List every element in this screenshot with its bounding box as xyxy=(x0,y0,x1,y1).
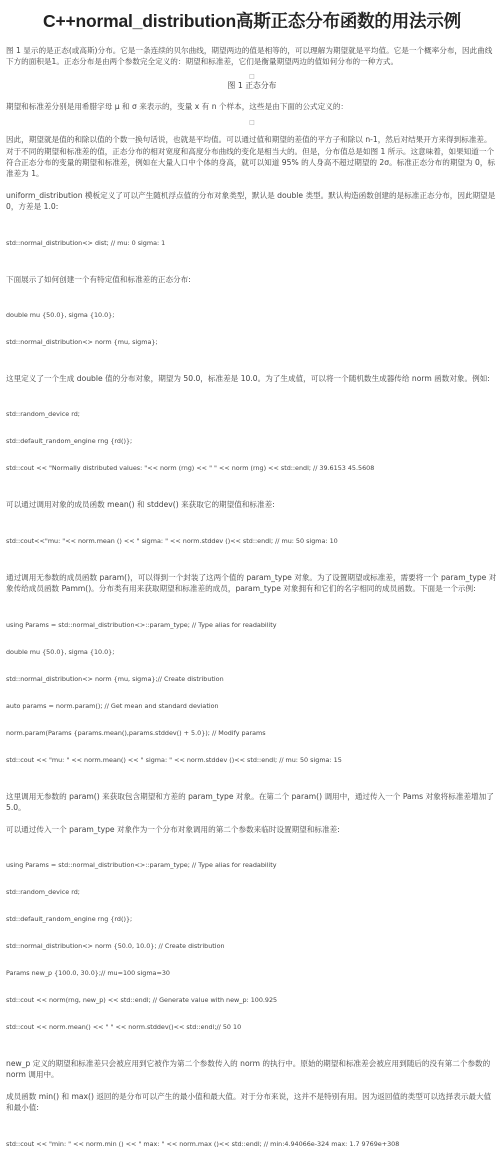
code-block-2 xyxy=(6,293,504,365)
code-line: double mu {50.0}, sigma {10.0}; xyxy=(6,311,115,320)
members-paragraph: 可以通过调用对象的成员函数 mean() 和 stddev() 来获取它的期望值和标准差: xyxy=(6,500,275,510)
code-line: double mu {50.0}, sigma {10.0}; xyxy=(6,647,115,656)
code-line: std::default_random_engine rng {rd()}; xyxy=(6,437,133,446)
minmax-paragraph: 成员函数 min() 和 max() 返回的是分布可以产生的最小值和最大值。对于分布来说，这并不是特别有用。因为返回值的类型可以选择表示最大值和最小值: xyxy=(6,1091,492,1113)
code-line: std::normal_distribution<> norm {mu, sigma}; xyxy=(6,338,158,347)
broken-image-icon: □ xyxy=(249,72,255,80)
code-block-1 xyxy=(6,221,504,266)
code-line: std::normal_distribution<> dist; // mu: 0 sigma: 1 xyxy=(6,238,166,247)
param2-paragraph: 这里调用无参数的 param() 来获取包含期望和方差的 param_type 对象。在第二个 param() 调用中，通过传入一个 Pams 对象将标准差增加了 5.0。 xyxy=(6,791,494,813)
newp-paragraph: new_p 定义的期望和标准差只会被应用到它被作为第二个参数传入的 norm 的执行中。原始的期望和标准差会被应用到随后的没有第二个参数的 norm 调用中。 xyxy=(6,1058,491,1080)
code-line: norm.param(Params {params.mean(),params.stddev() + 5.0}); // Modify params xyxy=(6,728,266,737)
code-line: std::normal_distribution<> norm {50.0, 10.0}; // Create distribution xyxy=(6,941,225,950)
code-line: std::normal_distribution<> norm {mu, sigma};// Create distribution xyxy=(6,674,224,683)
code-line: std::cout << "mu: " << norm.mean() << " sigma: " << norm.stddev ()<< std::endl; // mu: 50 sigma: 15 xyxy=(6,755,342,764)
code-line: std::cout<<"mu: "<< norm.mean () << " sigma: " << norm.stddev ()<< std::endl; // mu: 50 sigma: 10 xyxy=(6,536,338,545)
variance-paragraph: 因此，期望就是值的和除以值的个数一换句话说，也就是平均值。可以通过值和期望的差值的平方子和除以 n-1，然后对结果开方来得到标准差。对于不同的期望和标准差的值，正态分布的相对宽度和高度分布曲线的变化是相当大的。但是，分布值总是如图 1 所示。这意味着，如果知道一个符合正态分布的变量的期望和标准差，例如在大量人口中个体的身高，就可以知道 95% 的人身高不超过期望的 2σ。标准正态分布的期望为 0，标准差为 1。 xyxy=(6,135,496,179)
page-title: C++normal_distribution高斯正态分布函数的用法示例 xyxy=(43,11,461,31)
pass-paragraph: 可以通过传入一个 param_type 对象作为一个分布对象调用的第二个参数来临时设置期望和标准差: xyxy=(6,824,340,834)
code-block-4 xyxy=(6,519,504,564)
intro-paragraph: 图 1 显示的是正态(或高斯)分布。它是一条连续的贝尔曲线，期望两边的值是相等的，可以理解为期望就是平均值。它是一个概率分布，因此曲线下方的面积是1。正态分布是由两个参数完全定义的：期望和标准差，它们是衡量期望两边的值如何分布的一种方式。 xyxy=(6,46,493,67)
code-block-6 xyxy=(6,843,504,1050)
code-block-3 xyxy=(6,392,504,491)
code-line: using Params = std::normal_distribution<>::param_type; // Type alias for readability xyxy=(6,860,277,869)
broken-formula-image-icon: □ xyxy=(249,119,255,127)
code-line: Params new_p {100.0, 30.0};// mu=100 sigma=30 xyxy=(6,968,170,977)
code-line: std::cout << norm(rng, new_p) << std::endl; // Generate value with new_p: 100.925 xyxy=(6,995,278,1004)
code-line: std::random_device rd; xyxy=(6,887,80,896)
code-line: using Params = std::normal_distribution<>::param_type; // Type alias for readability xyxy=(6,620,277,629)
code-line: std::cout << "Normally distributed values: "<< norm (rng) << " " << norm (rng) << std::endl; // 39.6153 45.5608 xyxy=(6,464,375,473)
code-line: std::random_device rd; xyxy=(6,410,80,419)
param-paragraph: 通过调用无参数的成员函数 param()，可以得到一个封装了这两个值的 param_type 对象。为了设置期望或标准差，需要将一个 param_type 对象传给成员函数 Pamm()。分布类有用来获取期望和标准差的成员，param_type 对象拥有和它们的名字相同的成员函数。下面是一个示例: xyxy=(6,572,497,594)
figure-caption: 图 1 正态分布 xyxy=(227,80,277,90)
define-paragraph: 这里定义了一个生成 double 值的分布对象，期望为 50.0，标准差是 10.0。为了生成值，可以将一个随机数生成器传给 norm 函数对象。例如: xyxy=(6,374,490,384)
code-block-5 xyxy=(6,603,504,783)
code-line: std::default_random_engine rng {rd()}; xyxy=(6,914,133,923)
code-block-7 xyxy=(6,1122,504,1167)
code-line: auto params = norm.param(); // Get mean and standard deviation xyxy=(6,701,219,710)
code-line: std::cout << "min: " << norm.min () << " max: " << norm.max ()<< std::endl; // min:4.94066e-324 max: 1.7 9769e+308 xyxy=(6,1139,400,1148)
figure xyxy=(0,74,504,91)
uniform-paragraph: uniform_distribution 模板定义了可以产生随机浮点值的分布对象类型，默认是 double 类型。默认构造函数创建的是标准正态分布，因此期望是 0，方差是 1.0: xyxy=(6,190,496,212)
create-paragraph: 下面展示了如何创建一个有特定值和标准差的正态分布: xyxy=(6,274,191,284)
code-line: std::cout << norm.mean() << " " << norm.stddev()<< std::endl;// 50 10 xyxy=(6,1022,242,1031)
formula-intro-paragraph: 期望和标准差分别是用希腊字母 μ 和 σ 来表示的，变量 x 有 n 个样本，这些是由下面的公式定义的： xyxy=(6,101,349,111)
